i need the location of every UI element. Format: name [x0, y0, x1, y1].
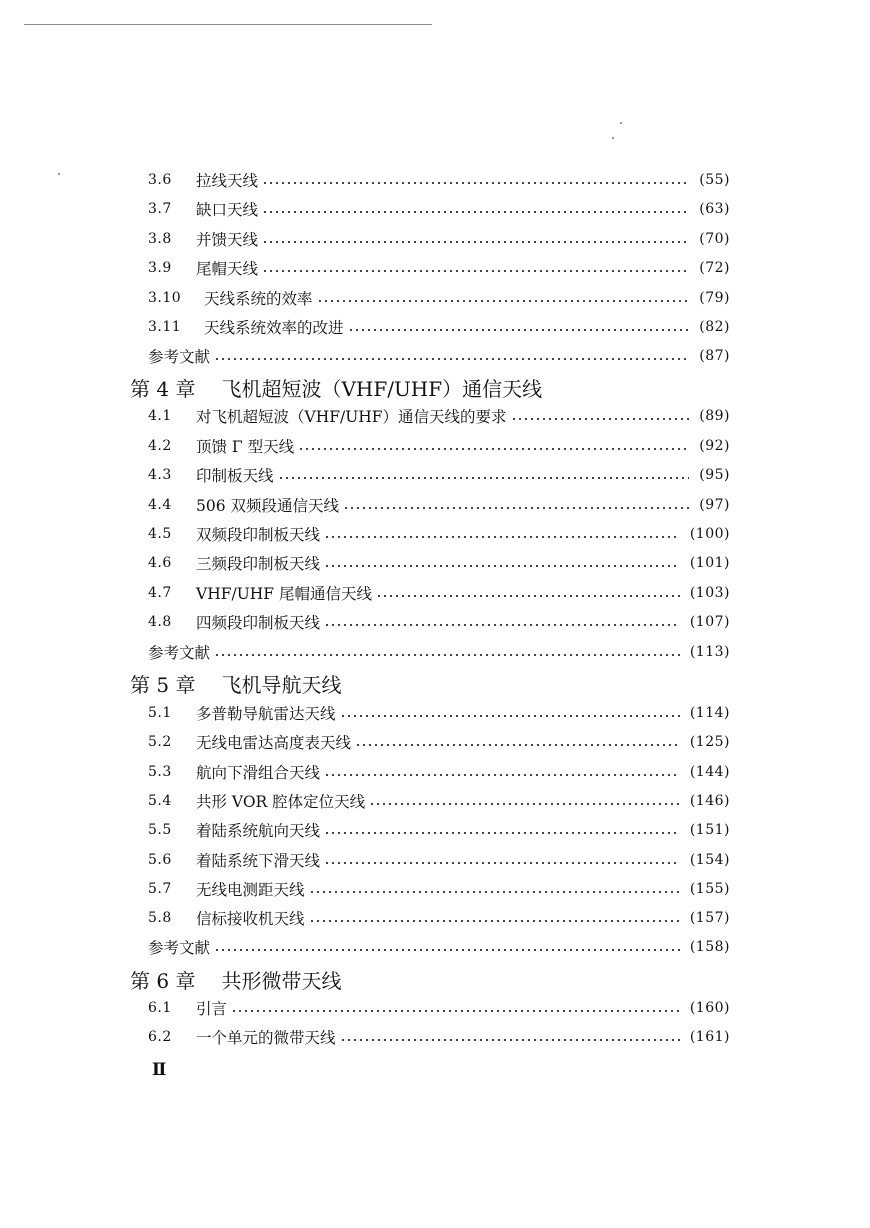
dot-leader: [262, 181, 689, 185]
section-title: 着陆系统航向天线: [196, 822, 321, 840]
section-number: 4.2: [148, 438, 172, 454]
page-footer-numeral: Ⅱ: [152, 1060, 167, 1080]
dot-leader: [324, 773, 680, 777]
toc-entry[interactable]: [148, 761, 730, 783]
page-number: (114): [689, 705, 730, 721]
section-number: 4.3: [148, 467, 172, 483]
page-number: (161): [689, 1029, 730, 1045]
page-number: (158): [689, 939, 730, 955]
dot-leader: [376, 594, 680, 598]
toc-entry[interactable]: [148, 257, 730, 279]
section-title: 参考文献: [148, 939, 211, 957]
page-number: (63): [699, 201, 730, 217]
toc-entry[interactable]: [148, 523, 730, 545]
section-number: 3.8: [148, 231, 172, 247]
section-number: 5.2: [148, 734, 172, 750]
dot-leader: [324, 535, 680, 539]
section-number: 4.6: [148, 555, 172, 571]
section-title: 参考文献: [148, 348, 211, 366]
toc-entry[interactable]: [148, 405, 730, 427]
dot-leader: [214, 653, 680, 657]
section-title: 506 双频段通信天线: [196, 497, 340, 515]
page-number: (89): [699, 408, 730, 424]
section-number: 5.5: [148, 822, 172, 838]
section-title: 参考文献: [148, 644, 211, 662]
dot-leader: [511, 417, 690, 421]
page-number: (70): [699, 231, 730, 247]
page-number: (151): [689, 822, 730, 838]
page-number: (113): [689, 644, 730, 660]
section-number: 5.7: [148, 881, 172, 897]
chapter-title: 共形微带天线: [221, 968, 342, 993]
toc-entry-references[interactable]: [148, 641, 730, 663]
section-title: VHF/UHF 尾帽通信天线: [196, 585, 372, 603]
dot-leader: [348, 328, 690, 332]
page-number: (79): [699, 290, 730, 306]
chapter-heading-5[interactable]: [130, 669, 341, 697]
dot-leader: [262, 269, 689, 273]
page-number: (87): [699, 348, 730, 364]
section-number: 5.8: [148, 910, 172, 926]
section-number: 4.7: [148, 585, 172, 601]
toc-entry[interactable]: [148, 849, 730, 871]
section-title: 三频段印制板天线: [196, 555, 321, 573]
section-title: 共形 VOR 腔体定位天线: [196, 793, 366, 811]
page-number: (125): [689, 734, 730, 750]
section-title: 拉线天线: [196, 172, 259, 190]
section-number: 3.11: [148, 319, 182, 335]
section-title: 航向下滑组合天线: [196, 764, 321, 782]
page-number: (103): [689, 585, 730, 601]
section-number: 6.1: [148, 1000, 172, 1016]
toc-entry[interactable]: [148, 169, 730, 191]
section-title: 天线系统效率的改进: [204, 319, 344, 337]
page-number: (72): [699, 260, 730, 276]
page-number: (107): [689, 614, 730, 630]
section-title: 对飞机超短波（VHF/UHF）通信天线的要求: [196, 408, 507, 426]
section-number: 5.3: [148, 764, 172, 780]
page-number: (155): [689, 881, 730, 897]
toc-entry[interactable]: [148, 582, 730, 604]
section-number: 4.8: [148, 614, 172, 630]
toc-entry-references[interactable]: [148, 345, 730, 367]
section-number: 3.7: [148, 201, 172, 217]
section-number: 4.4: [148, 497, 172, 513]
dot-leader: [324, 831, 680, 835]
chapter-number: 第 4 章: [130, 376, 196, 401]
page-number: (100): [689, 526, 730, 542]
dot-leader: [214, 357, 689, 361]
section-number: 6.2: [148, 1029, 172, 1045]
page-number: (82): [699, 319, 730, 335]
toc-entry[interactable]: [148, 907, 730, 929]
section-number: 5.4: [148, 793, 172, 809]
chapter-number: 第 5 章: [130, 672, 196, 697]
chapter-title: 飞机超短波（VHF/UHF）通信天线: [221, 376, 543, 401]
toc-entry[interactable]: [148, 702, 730, 724]
page-number: (101): [689, 555, 730, 571]
toc-entry-references[interactable]: [148, 936, 730, 958]
section-title: 缺口天线: [196, 201, 259, 219]
section-title: 尾帽天线: [196, 260, 259, 278]
section-number: 3.6: [148, 172, 172, 188]
section-number: 3.10: [148, 290, 182, 306]
toc-entry[interactable]: [148, 552, 730, 574]
toc-entry[interactable]: [148, 287, 730, 309]
chapter-heading-6[interactable]: [130, 965, 341, 993]
page-number: (55): [699, 172, 730, 188]
page-number: (144): [689, 764, 730, 780]
section-title: 多普勒导航雷达天线: [196, 705, 336, 723]
dot-leader: [298, 447, 689, 451]
dot-leader: [278, 476, 690, 480]
section-number: 4.5: [148, 526, 172, 542]
dot-leader: [340, 714, 680, 718]
page-number: (97): [699, 497, 730, 513]
dot-leader: [214, 948, 680, 952]
toc-entry[interactable]: [148, 819, 730, 841]
section-number: 3.9: [148, 260, 172, 276]
toc-entry[interactable]: [148, 316, 730, 338]
dot-leader: [317, 299, 690, 303]
section-title: 着陆系统下滑天线: [196, 852, 321, 870]
page-number: (160): [689, 1000, 730, 1016]
section-number: 5.6: [148, 852, 172, 868]
page-number: (154): [689, 852, 730, 868]
toc-entry[interactable]: [148, 878, 730, 900]
dot-leader: [343, 506, 689, 510]
toc-entry[interactable]: [148, 790, 730, 812]
dot-leader: [340, 1038, 680, 1042]
toc-entry[interactable]: [148, 731, 730, 753]
section-title: 无线电测距天线: [196, 881, 305, 899]
section-number: 4.1: [148, 408, 172, 424]
dot-leader: [324, 861, 680, 865]
dot-leader: [309, 919, 680, 923]
dot-leader: [262, 240, 689, 244]
section-title: 一个单元的微带天线: [196, 1029, 336, 1047]
section-title: 无线电雷达高度表天线: [196, 734, 352, 752]
section-title: 信标接收机天线: [196, 910, 305, 928]
chapter-heading-4[interactable]: [130, 373, 542, 401]
page-number: (157): [689, 910, 730, 926]
chapter-number: 第 6 章: [130, 968, 196, 993]
section-title: 并馈天线: [196, 231, 259, 249]
toc-entry[interactable]: [148, 435, 730, 457]
dot-leader: [324, 564, 680, 568]
dot-leader: [369, 802, 680, 806]
dot-leader: [355, 743, 680, 747]
chapter-title: 飞机导航天线: [221, 672, 342, 697]
section-title: 引言: [196, 1000, 228, 1018]
section-title: 天线系统的效率: [204, 290, 313, 308]
toc-entry[interactable]: [148, 611, 730, 633]
toc-entry[interactable]: [148, 464, 730, 486]
dot-leader: [262, 210, 689, 214]
page-number: (95): [699, 467, 730, 483]
toc-entry[interactable]: [148, 1026, 730, 1048]
page-number: (92): [699, 438, 730, 454]
section-title: 顶馈 Γ 型天线: [196, 438, 295, 456]
toc-entry[interactable]: [148, 228, 730, 250]
toc-entry[interactable]: [148, 997, 730, 1019]
dot-leader: [309, 890, 680, 894]
section-title: 双频段印制板天线: [196, 526, 321, 544]
toc-entry[interactable]: [148, 494, 730, 516]
toc-entry[interactable]: [148, 198, 730, 220]
dot-leader: [324, 623, 680, 627]
section-title: 四频段印制板天线: [196, 614, 321, 632]
section-title: 印制板天线: [196, 467, 274, 485]
section-number: 5.1: [148, 705, 172, 721]
page-number: (146): [689, 793, 730, 809]
dot-leader: [231, 1009, 680, 1013]
